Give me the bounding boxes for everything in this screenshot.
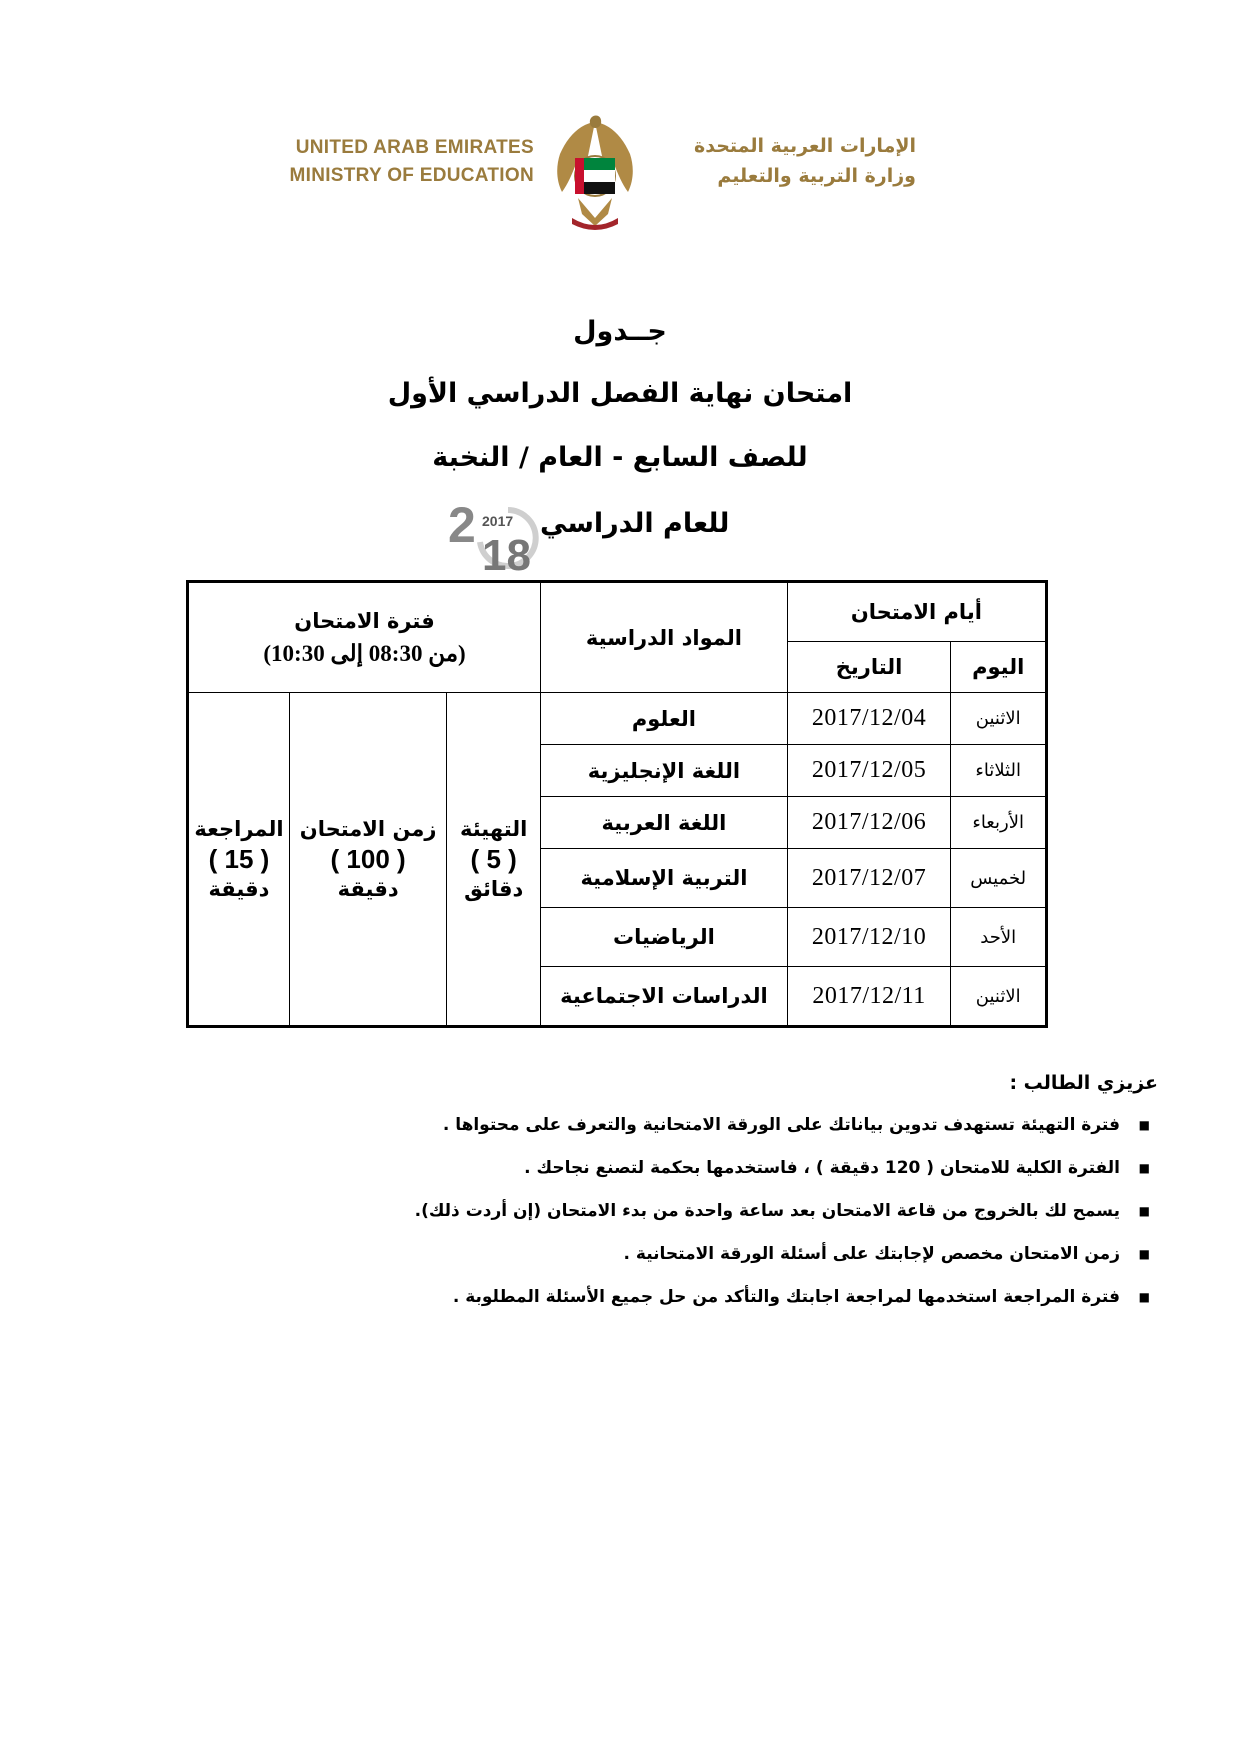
header-period-label: فترة الامتحان (294, 608, 435, 633)
list-item (240, 1190, 1150, 1233)
bullet-icon: ■ (1138, 1118, 1150, 1132)
notes-greeting: عزيزي الطالب : (1009, 1072, 1158, 1094)
prep-time-cell (447, 693, 541, 1027)
logo-en-line2: MINISTRY OF EDUCATION (289, 165, 534, 186)
review-value: ( 15 ) (208, 844, 270, 874)
note-text: يسمح لك بالخروج من قاعة الامتحان بعد ساعة واحدة من بدء الامتحان (إن أردت ذلك). (414, 1201, 1120, 1221)
header-exam-period (188, 582, 541, 693)
list-item (240, 1147, 1150, 1190)
row-day: لخميس (951, 849, 1047, 908)
ministry-logo-english (272, 134, 534, 190)
exam-time-value: ( 100 ) (330, 844, 406, 874)
title-academic-year: للعام الدراسي (540, 508, 730, 539)
bullet-icon: ■ (1138, 1204, 1150, 1218)
year-logo-digit-2: 2 (448, 497, 476, 553)
note-text: فترة التهيئة تستهدف تدوين بياناتك على الورقة الامتحانية والتعرف على محتواها . (442, 1115, 1120, 1135)
row-date: 2017/12/04 (787, 693, 951, 745)
bullet-icon: ■ (1138, 1290, 1150, 1304)
row-date: 2017/12/06 (787, 797, 951, 849)
prep-value: ( 5 ) (470, 844, 517, 874)
list-item (240, 1104, 1150, 1147)
list-item (240, 1233, 1150, 1276)
list-item (240, 1276, 1150, 1319)
exam-time-cell (289, 693, 446, 1027)
row-day: الأحد (951, 908, 1047, 967)
header-period-range: (من 08:30 إلى 10:30) (263, 640, 466, 666)
row-date: 2017/12/11 (787, 967, 951, 1027)
table-header-row (188, 582, 1047, 642)
table-row (188, 693, 1047, 745)
header-subjects: المواد الدراسية (541, 582, 788, 693)
exam-schedule-table (186, 580, 1048, 1028)
header-exam-days: أيام الامتحان (787, 582, 1046, 642)
review-unit: دقيقة (208, 877, 270, 901)
title-grade: للصف السابع - العام / النخبة (432, 442, 808, 473)
row-date: 2017/12/10 (787, 908, 951, 967)
title-schedule: جــدول (573, 316, 667, 347)
year-logo-2017: 2017 (482, 513, 514, 529)
row-subject: اللغة الإنجليزية (541, 745, 788, 797)
header-date: التاريخ (787, 642, 951, 693)
review-time-cell (188, 693, 290, 1027)
header-day: اليوم (951, 642, 1047, 693)
note-text: زمن الامتحان مخصص لإجابتك على أسئلة الورقة الامتحانية . (623, 1244, 1120, 1264)
row-subject: اللغة العربية (541, 797, 788, 849)
logo-en-line1: UNITED ARAB EMIRATES (295, 137, 534, 158)
year-2017-2018-logo (446, 494, 542, 574)
row-subject: الرياضيات (541, 908, 788, 967)
year-logo-digit-18: 18 (482, 531, 531, 574)
note-text: الفترة الكلية للامتحان ( 120 دقيقة ) ، فاستخدمها بحكمة لتصنع نجاحك . (524, 1158, 1120, 1178)
note-text: فترة المراجعة استخدمها لمراجعة اجابتك والتأكد من حل جميع الأسئلة المطلوبة . (452, 1287, 1120, 1307)
prep-unit: دقائق (464, 877, 524, 901)
exam-time-label: زمن الامتحان (299, 817, 437, 841)
logo-ar-line1: الإمارات العربية المتحدة (694, 135, 916, 157)
row-day: الأربعاء (951, 797, 1047, 849)
review-label: المراجعة (194, 817, 284, 841)
prep-label: التهيئة (459, 817, 528, 841)
row-date: 2017/12/07 (787, 849, 951, 908)
bullet-icon: ■ (1138, 1247, 1150, 1261)
title-exam: امتحان نهاية الفصل الدراسي الأول (387, 378, 853, 409)
ministry-logo-arabic (664, 131, 916, 191)
exam-time-unit: دقيقة (337, 877, 399, 901)
uae-emblem-icon (550, 114, 640, 234)
logo-ar-line2: وزارة التربية والتعليم (717, 165, 916, 187)
row-subject: العلوم (541, 693, 788, 745)
row-subject: التربية الإسلامية (541, 849, 788, 908)
row-day: الاثنين (951, 693, 1047, 745)
row-subject: الدراسات الاجتماعية (541, 967, 788, 1027)
notes-list (240, 1104, 1150, 1319)
row-day: الثلاثاء (951, 745, 1047, 797)
bullet-icon: ■ (1138, 1161, 1150, 1175)
row-day: الاثنين (951, 967, 1047, 1027)
row-date: 2017/12/05 (787, 745, 951, 797)
